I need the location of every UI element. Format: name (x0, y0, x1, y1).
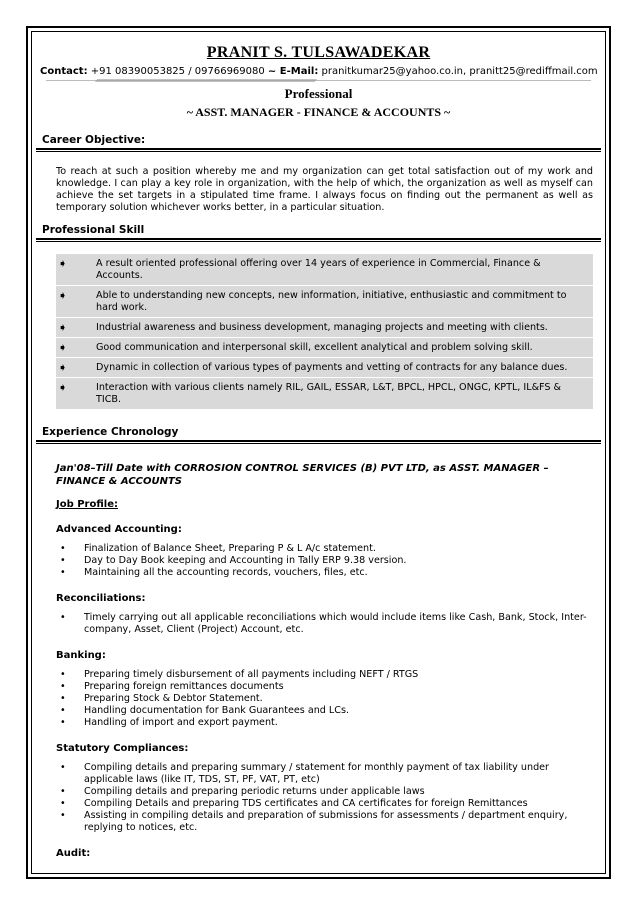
skill-text: Able to understanding new concepts, new information, initiative, enthusiastic and commitment to hard work. (96, 290, 567, 313)
job-duty-list (56, 762, 587, 834)
section-divider (36, 440, 601, 444)
job-section-title: Banking: (56, 650, 106, 661)
list-item (56, 669, 587, 681)
job-duty-list (56, 669, 587, 729)
skill-text: A result oriented professional offering over 14 years of experience in Commercial, Finance & Accounts. (96, 258, 541, 281)
contact-label: Contact: (40, 66, 88, 77)
job-duty-list (56, 543, 587, 579)
job-duty-list (56, 612, 587, 636)
list-item (56, 612, 587, 636)
duty-text: Preparing timely disbursement of all payments including NEFT / RTGS (84, 669, 419, 680)
skill-item (56, 378, 593, 410)
skill-text: Interaction with various clients namely RIL, GAIL, ESSAR, L&T, BPCL, HPCL, ONGC, KPTL, IL&FS & TICB. (96, 382, 562, 405)
list-item (56, 786, 587, 798)
bullet-icon: • (60, 798, 66, 809)
arrow-bullet-icon: ➧ (58, 381, 68, 394)
job-section-title: Reconciliations: (56, 593, 146, 604)
list-item (56, 567, 587, 579)
list-item (56, 705, 587, 717)
duty-text: Finalization of Balance Sheet, Preparing P & L A/c statement. (84, 543, 376, 554)
skills-list (56, 254, 593, 410)
skill-item (56, 286, 593, 318)
bullet-icon: • (60, 612, 66, 623)
arrow-bullet-icon: ➧ (58, 289, 68, 302)
duty-text: Preparing Stock & Debtor Statement. (84, 693, 263, 704)
list-item (56, 543, 587, 555)
skill-text: Dynamic in collection of various types of payments and vetting of contracts for any balance dues. (96, 362, 568, 373)
section-divider (36, 148, 601, 152)
experience-heading: Experience Chronology (42, 426, 179, 438)
list-item (56, 717, 587, 729)
duty-text: Compiling Details and preparing TDS certificates and CA certificates for foreign Remittances (84, 798, 528, 809)
career-objective-text: To reach at such a position whereby me and my organization can get total satisfaction out of my work and knowledge. I can play a key role in organization, with the help of which, the organization as well as myself can achieve the set targets in a stipulated time frame. I always focus on finding out the permanent as well as temporary solution whichever works better, in a particular situation. (56, 166, 593, 213)
list-item (56, 681, 587, 693)
bullet-icon: • (60, 681, 66, 692)
bullet-icon: • (60, 810, 66, 821)
email-label: ~ E-Mail: (267, 66, 319, 77)
job-section-title: Audit: (56, 848, 91, 859)
duty-text: Day to Day Book keeping and Accounting in Tally ERP 9.38 version. (84, 555, 407, 566)
bullet-icon: • (60, 567, 66, 578)
list-item (56, 762, 587, 786)
duty-text: Handling documentation for Bank Guarantees and LCs. (84, 705, 350, 716)
contact-line (32, 66, 605, 77)
career-objective-heading: Career Objective: (42, 134, 146, 146)
role-title: ~ ASST. MANAGER - FINANCE & ACCOUNTS ~ (186, 105, 451, 119)
resume-page (32, 32, 605, 859)
decorative-swoosh (46, 78, 591, 84)
job-section-title: Statutory Compliances: (56, 743, 189, 754)
job-profile-sections (32, 524, 605, 859)
arrow-bullet-icon: ➧ (58, 341, 68, 354)
experience-title: Jan'08–Till Date with CORROSION CONTROL SERVICES (B) PVT LTD, as ASST. MANAGER – FINANCE & ACCOUNTS (56, 463, 549, 487)
list-item (56, 810, 587, 834)
skill-item (56, 254, 593, 286)
profession-title: Professional (284, 86, 353, 101)
duty-text: Preparing foreign remittances documents (84, 681, 284, 692)
bullet-icon: • (60, 555, 66, 566)
bullet-icon: • (60, 543, 66, 554)
contact-phone: +91 08390053825 / 09766969080 (87, 66, 268, 77)
duty-text: Handling of import and export payment. (84, 717, 278, 728)
arrow-bullet-icon: ➧ (58, 361, 68, 374)
bullet-icon: • (60, 693, 66, 704)
contact-email[interactable]: pranitkumar25@yahoo.co.in, pranitt25@rediffmail.com (318, 66, 598, 77)
bullet-icon: • (60, 762, 66, 773)
candidate-name: PRANIT S. TULSAWADEKAR (206, 44, 431, 61)
job-section-title: Advanced Accounting: (56, 524, 182, 535)
skill-text: Good communication and interpersonal skill, excellent analytical and problem solving skill. (96, 342, 533, 353)
professional-skill-heading: Professional Skill (42, 224, 145, 236)
list-item (56, 798, 587, 810)
duty-text: Maintaining all the accounting records, vouchers, files, etc. (84, 567, 368, 578)
bullet-icon: • (60, 705, 66, 716)
bullet-icon: • (60, 717, 66, 728)
arrow-bullet-icon: ➧ (58, 257, 68, 270)
bullet-icon: • (60, 669, 66, 680)
duty-text: Timely carrying out all applicable reconciliations which would include items like Cash, Bank, Stock, Inter-company, Asset, Client (Project) Account, etc. (84, 612, 587, 635)
skill-item (56, 318, 593, 338)
skill-item (56, 338, 593, 358)
skill-text: Industrial awareness and business development, managing projects and meeting with clients. (96, 322, 548, 333)
duty-text: Compiling details and preparing periodic returns under applicable laws (84, 786, 425, 797)
list-item (56, 555, 587, 567)
duty-text: Compiling details and preparing summary / statement for monthly payment of tax liability under applicable laws (like IT, TDS, ST, PF, VAT, PT, etc) (84, 762, 550, 785)
list-item (56, 693, 587, 705)
job-profile-heading: Job Profile: (56, 499, 118, 510)
arrow-bullet-icon: ➧ (58, 321, 68, 334)
skill-item (56, 358, 593, 378)
duty-text: Assisting in compiling details and preparation of submissions for assessments / department enquiry, replying to notices, etc. (84, 810, 568, 833)
section-divider (36, 238, 601, 242)
bullet-icon: • (60, 786, 66, 797)
